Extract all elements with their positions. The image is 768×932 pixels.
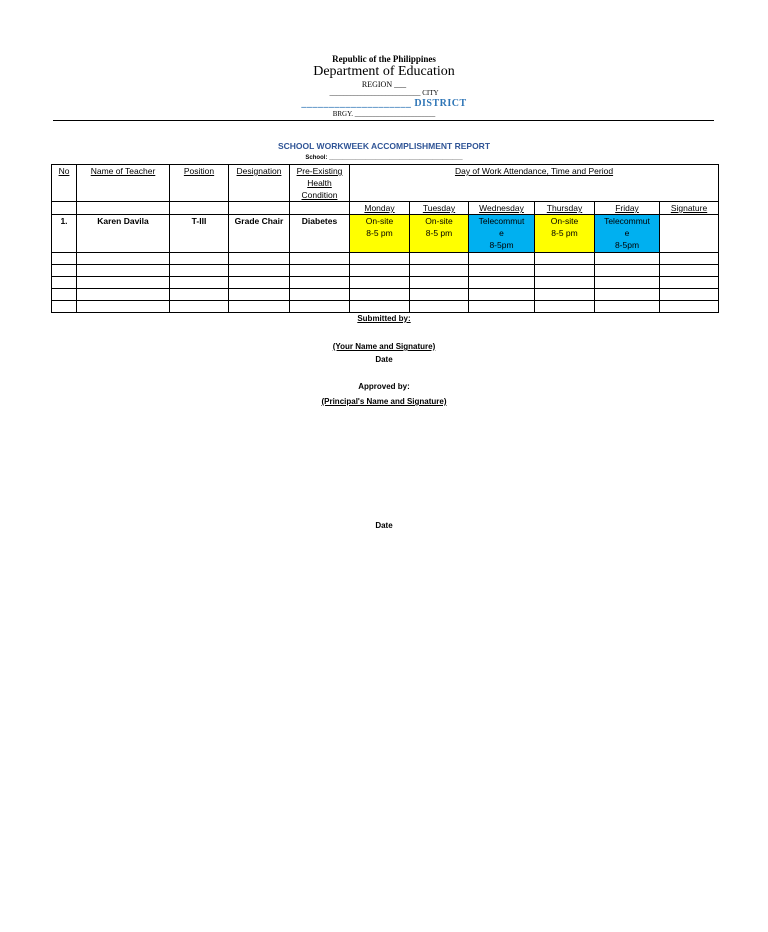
table-row xyxy=(52,265,719,277)
day-wednesday: Wednesday xyxy=(469,202,535,215)
row1-thursday-time: 8-5 pm xyxy=(551,228,578,238)
row1-no: 1. xyxy=(52,215,77,253)
row1-friday xyxy=(595,215,660,253)
district-line: ____________________ DISTRICT xyxy=(301,98,467,109)
row1-monday-time: 8-5 pm xyxy=(366,228,393,238)
day-friday: Friday xyxy=(595,202,660,215)
row1-tuesday xyxy=(410,215,469,253)
row1-tuesday-time: 8-5 pm xyxy=(425,228,453,238)
header-designation: Designation xyxy=(229,165,290,202)
row1-health: Diabetes xyxy=(290,215,350,253)
day-monday: Monday xyxy=(350,202,410,215)
region-line: REGION ___ xyxy=(361,80,407,89)
principal-name-signature: (Principal's Name and Signature) xyxy=(321,397,447,406)
report-title: SCHOOL WORKWEEK ACCOMPLISHMENT REPORT xyxy=(277,141,491,151)
day-thursday: Thursday xyxy=(535,202,595,215)
days-row-cell xyxy=(52,202,77,215)
row1-wednesday-mode-wrap: e xyxy=(499,228,504,238)
header-divider xyxy=(53,120,714,121)
row1-wednesday xyxy=(469,215,535,253)
city-line: __________________________ CITY xyxy=(329,89,439,97)
header-attendance: Day of Work Attendance, Time and Period xyxy=(350,165,719,202)
submitted-by-label: Submitted by: xyxy=(357,314,411,323)
header-row xyxy=(52,165,719,202)
header-health: Pre-Existing Health Condition xyxy=(290,165,350,202)
header-signature: Signature xyxy=(660,202,719,215)
republic-line: Republic of the Philippines xyxy=(332,54,436,64)
table-row xyxy=(52,289,719,301)
row1-thursday xyxy=(535,215,595,253)
row1-wednesday-time: 8-5pm xyxy=(489,240,514,250)
brgy-line: BRGY. _______________________ xyxy=(332,110,436,118)
row1-wednesday-mode: Telecommut xyxy=(478,216,525,226)
days-row xyxy=(52,202,719,215)
date-label-2: Date xyxy=(375,521,393,530)
your-name-signature: (Your Name and Signature) xyxy=(332,342,436,351)
school-line: School: ________________________________________ xyxy=(305,155,463,161)
row1-monday-mode: On-site xyxy=(365,216,394,226)
attendance-table xyxy=(51,164,719,313)
header-position: Position xyxy=(170,165,229,202)
days-row-cell xyxy=(290,202,350,215)
row1-tuesday-mode: On-site xyxy=(425,216,453,226)
days-row-cell xyxy=(77,202,170,215)
department-title: Department of Education xyxy=(313,64,455,79)
row1-position: T-III xyxy=(170,215,229,253)
row1-monday xyxy=(350,215,410,253)
row1-friday-mode: Telecommut xyxy=(604,216,650,226)
date-label-1: Date xyxy=(375,355,393,364)
row1-thursday-mode: On-site xyxy=(550,216,579,226)
day-tuesday: Tuesday xyxy=(410,202,469,215)
header-name: Name of Teacher xyxy=(77,165,170,202)
table-row xyxy=(52,253,719,265)
table-row xyxy=(52,301,719,313)
row1-name: Karen Davila xyxy=(77,215,170,253)
header-no: No xyxy=(52,165,77,202)
days-row-cell xyxy=(229,202,290,215)
table-row xyxy=(52,277,719,289)
row1-signature xyxy=(660,215,719,253)
row1-designation: Grade Chair xyxy=(229,215,290,253)
row1-friday-mode-wrap: e xyxy=(624,228,630,238)
approved-by-label: Approved by: xyxy=(358,382,410,391)
days-row-cell xyxy=(170,202,229,215)
table-row xyxy=(52,215,719,253)
row1-friday-time: 8-5pm xyxy=(614,240,640,250)
